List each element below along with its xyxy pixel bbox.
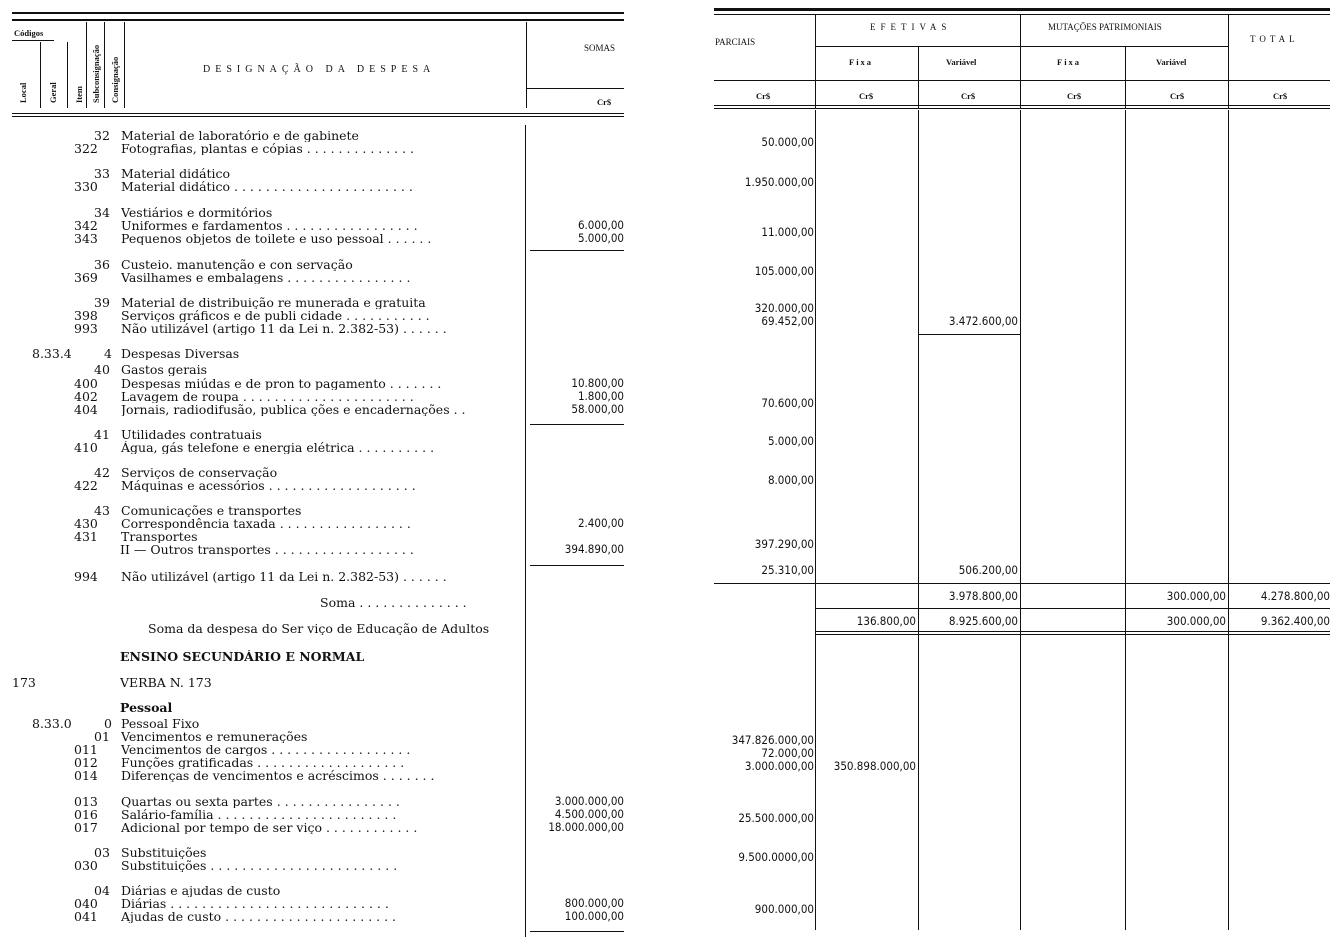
- row-designation: Soma . . . . . . . . . . . . . .: [320, 596, 467, 609]
- total-heading: TOTAL: [1250, 34, 1299, 44]
- row-soma-value: 800.000,00: [564, 896, 624, 910]
- soma-rule: [530, 565, 624, 566]
- row-designation: Despesas Diversas: [121, 347, 240, 360]
- value-parciais: 3.000.000,00: [744, 759, 814, 773]
- col-sep: [104, 22, 105, 108]
- row-designation: Máquinas e acessórios . . . . . . . . . . . . . . . . . . .: [121, 479, 416, 492]
- row-designation: Ajudas de custo . . . . . . . . . . . . . . . . . . . . . .: [121, 910, 397, 923]
- row-designation: Vasilhames e embalagens . . . . . . . . . . . . . . . .: [121, 271, 411, 284]
- consignacao-label: Consignação: [110, 56, 120, 103]
- header-bottom-rule-2: [714, 108, 1330, 109]
- sum-rule: [815, 608, 1330, 609]
- body-col-sep: [525, 125, 526, 937]
- row-soma-value: 394.890,00: [564, 542, 624, 556]
- header-bottom-rule: [12, 113, 624, 114]
- subconsignacao-label: Subconsignação: [91, 44, 101, 103]
- row-designation: Utilidades contratuais: [121, 428, 262, 441]
- row-soma-value: 1.800,00: [577, 389, 624, 403]
- value-fixa: 136.800,00: [856, 614, 916, 628]
- row-item-code: 014: [74, 768, 98, 783]
- row-designation: Pessoal Fixo: [121, 717, 200, 730]
- top-rule: [714, 8, 1330, 11]
- body-col-sep: [815, 110, 816, 930]
- row-item-code: 017: [74, 820, 98, 835]
- mfixa-currency: Cr$: [1067, 91, 1082, 101]
- row-item-code: 342: [74, 218, 98, 233]
- sub-header-rule: [815, 46, 1228, 47]
- designacao-heading: DESIGNAÇÃO DA DESPESA: [203, 64, 436, 75]
- soma-rule: [530, 931, 624, 932]
- value-parciais: 105.000,00: [754, 264, 814, 278]
- row-item-code: 33: [94, 166, 110, 181]
- row-designation: Substituições: [121, 846, 207, 859]
- row-item-code: 04: [94, 883, 110, 898]
- parciais-heading: PARCIAIS: [715, 37, 756, 47]
- efetivas-variavel-heading: Variável: [946, 57, 977, 67]
- row-local-code: 173: [12, 675, 36, 690]
- somas-currency: Cr$: [597, 97, 612, 107]
- top-rule-2: [12, 19, 624, 21]
- value-parciais: 72.000,00: [761, 746, 814, 760]
- row-soma-value: 18.000.000,00: [548, 820, 624, 834]
- soma-rule: [530, 250, 624, 251]
- item-label: Item: [74, 86, 84, 103]
- row-designation: Vestiários e dormitórios: [121, 206, 273, 219]
- row-item-code: 01: [94, 729, 110, 744]
- col-sep: [815, 15, 816, 108]
- row-designation: Custeio. manutenção e con servação: [121, 258, 353, 271]
- row-soma-value: 6.000,00: [577, 218, 624, 232]
- col-sep: [124, 22, 125, 108]
- row-item-code: 013: [74, 794, 98, 809]
- row-designation: Quartas ou sexta partes . . . . . . . . . . . . . . . .: [121, 795, 400, 808]
- row-item-code: 402: [74, 389, 98, 404]
- efetivas-heading: EFETIVAS: [870, 22, 952, 32]
- col-sep: [918, 47, 919, 108]
- row-designation: Diferenças de vencimentos e acréscimos . . . . . . .: [121, 769, 435, 782]
- local-label: Local: [18, 82, 28, 103]
- row-item-code: 36: [94, 257, 110, 272]
- row-item-code: 041: [74, 909, 98, 924]
- row-designation: Material didático: [121, 167, 231, 180]
- row-designation: Não utilizável (artigo 11 da Lei n. 2.382-53) . . . . . .: [121, 322, 447, 335]
- row-designation: Vencimentos e remunerações: [121, 730, 308, 743]
- row-designation: Serviços gráficos e de publi cidade . . . . . . . . . . .: [121, 309, 430, 322]
- mutacoes-fixa-heading: Fixa: [1057, 57, 1082, 67]
- col-sep: [40, 42, 41, 108]
- fixa-currency: Cr$: [859, 91, 874, 101]
- value-mvar: 300.000,00: [1166, 589, 1226, 603]
- value-fixa: 350.898.000,00: [833, 759, 916, 773]
- row-designation: Soma da despesa do Ser viço de Educação de Adultos: [148, 622, 490, 635]
- row-item-code: 4: [104, 346, 112, 361]
- body-col-sep: [1125, 110, 1126, 930]
- row-designation: Diárias . . . . . . . . . . . . . . . . . . . . . . . . . . . .: [121, 897, 389, 910]
- value-parciais: 9.500.0000,00: [738, 850, 814, 864]
- col-sep: [67, 42, 68, 108]
- value-parciais: 25.310,00: [761, 563, 814, 577]
- row-designation: Despesas miúdas e de pron to pagamento . . . . . . .: [121, 377, 442, 390]
- value-parciais: 8.000,00: [767, 473, 814, 487]
- col-sep: [526, 22, 527, 108]
- value-variavel: 506.200,00: [958, 563, 1018, 577]
- row-item-code: 410: [74, 440, 98, 455]
- row-item-code: 030: [74, 858, 98, 873]
- mutacoes-heading: MUTAÇÕES PATRIMONIAIS: [1048, 22, 1162, 32]
- row-item-code: 40: [94, 362, 110, 377]
- row-soma-value: 100.000,00: [564, 909, 624, 923]
- row-designation: Serviços de conservação: [121, 466, 278, 479]
- row-designation: Correspondência taxada . . . . . . . . . . . . . . . . .: [121, 517, 411, 530]
- codigos-underline: [12, 40, 54, 41]
- row-designation: Material de distribuição re munerada e gratuita: [121, 296, 426, 309]
- value-total: 9.362.400,00: [1260, 614, 1330, 628]
- row-soma-value: 58.000,00: [571, 402, 624, 416]
- row-designation: Funções gratificadas . . . . . . . . . . . . . . . . . . .: [121, 756, 405, 769]
- row-designation: Pessoal: [120, 701, 173, 714]
- value-parciais: 70.600,00: [761, 396, 814, 410]
- header-bottom-rule-2: [12, 116, 624, 117]
- value-parciais: 320.000,00: [754, 301, 814, 315]
- col-sep: [1125, 47, 1126, 108]
- row-designation: Vencimentos de cargos . . . . . . . . . . . . . . . . . .: [121, 743, 411, 756]
- row-designation: Substituições . . . . . . . . . . . . . . . . . . . . . . . .: [121, 859, 398, 872]
- value-parciais: 11.000,00: [761, 225, 814, 239]
- row-item-code: 32: [94, 128, 110, 143]
- row-designation: Adicional por tempo de ser viço . . . . . . . . . . . .: [121, 821, 418, 834]
- header-bottom-rule: [714, 105, 1330, 106]
- row-designation: Uniformes e fardamentos . . . . . . . . . . . . . . . . .: [121, 219, 418, 232]
- value-total: 4.278.800,00: [1260, 589, 1330, 603]
- sum-rule: [815, 634, 1330, 635]
- body-col-sep: [1020, 110, 1021, 930]
- soma-rule: [530, 424, 624, 425]
- top-rule-2: [714, 14, 1330, 15]
- row-designation: Diárias e ajudas de custo: [121, 884, 281, 897]
- row-item-code: 011: [74, 742, 98, 757]
- row-local-code: 8.33.4: [32, 346, 72, 361]
- row-item-code: 400: [74, 376, 98, 391]
- row-item-code: 369: [74, 270, 98, 285]
- value-mvar: 300.000,00: [1166, 614, 1226, 628]
- row-designation: Jornais, radiodifusão, publica ções e encadernações . .: [121, 403, 466, 416]
- value-variavel: 8.925.600,00: [948, 614, 1018, 628]
- variavel-currency: Cr$: [961, 91, 976, 101]
- row-item-code: 398: [74, 308, 98, 323]
- row-designation: Fotografias, plantas e cópias . . . . . . . . . . . . . .: [121, 142, 415, 155]
- sum-rule: [918, 334, 1020, 335]
- sum-rule: [714, 583, 1330, 584]
- row-item-code: 42: [94, 465, 110, 480]
- row-designation: ENSINO SECUNDÁRIO E NORMAL: [120, 650, 365, 663]
- row-item-code: 330: [74, 179, 98, 194]
- row-designation: Água, gás telefone e energia elétrica . . . . . . . . . .: [121, 441, 435, 454]
- row-item-code: 016: [74, 807, 98, 822]
- row-item-code: 322: [74, 141, 98, 156]
- row-item-code: 430: [74, 516, 98, 531]
- row-local-code: 8.33.0: [32, 716, 72, 731]
- row-item-code: 994: [74, 569, 98, 584]
- col-sep: [1020, 15, 1021, 108]
- row-item-code: 0: [104, 716, 112, 731]
- row-item-code: 03: [94, 845, 110, 860]
- body-col-sep: [918, 110, 919, 930]
- value-parciais: 347.826.000,00: [731, 733, 814, 747]
- row-designation: Material de laboratório e de gabinete: [121, 129, 359, 142]
- top-rule: [12, 12, 624, 14]
- value-parciais: 1.950.000,00: [744, 175, 814, 189]
- row-soma-value: 4.500.000,00: [554, 807, 624, 821]
- row-designation: Salário-família . . . . . . . . . . . . . . . . . . . . . . .: [121, 808, 397, 821]
- row-item-code: 41: [94, 427, 110, 442]
- row-item-code: 43: [94, 503, 110, 518]
- row-item-code: 39: [94, 295, 110, 310]
- mutacoes-variavel-heading: Variável: [1156, 57, 1187, 67]
- value-variavel: 3.978.800,00: [948, 589, 1018, 603]
- value-variavel: 3.472.600,00: [948, 314, 1018, 328]
- row-item-code: 422: [74, 478, 98, 493]
- row-soma-value: 10.800,00: [571, 376, 624, 390]
- row-soma-value: 5.000,00: [577, 231, 624, 245]
- sum-rule: [815, 631, 1330, 632]
- row-item-code: 012: [74, 755, 98, 770]
- col-sep: [86, 22, 87, 108]
- row-designation: Gastos gerais: [121, 363, 208, 376]
- row-soma-value: 2.400,00: [577, 516, 624, 530]
- row-designation: Material didático . . . . . . . . . . . . . . . . . . . . . . .: [121, 180, 413, 193]
- parciais-currency: Cr$: [756, 91, 771, 101]
- row-item-code: 040: [74, 896, 98, 911]
- col-sep: [1228, 15, 1229, 108]
- total-currency: Cr$: [1273, 91, 1288, 101]
- row-designation: II — Outros transportes . . . . . . . . . . . . . . . . . .: [120, 543, 414, 556]
- row-item-code: 404: [74, 402, 98, 417]
- value-parciais: 397.290,00: [754, 537, 814, 551]
- currency-rule: [714, 80, 1330, 81]
- body-col-sep: [1228, 110, 1229, 930]
- row-designation: Não utilizável (artigo 11 da Lei n. 2.382-53) . . . . . .: [121, 570, 447, 583]
- value-parciais: 900.000,00: [754, 902, 814, 916]
- value-parciais: 5.000,00: [767, 434, 814, 448]
- somas-heading: SOMAS: [584, 43, 616, 53]
- value-parciais: 69.452,00: [761, 314, 814, 328]
- row-item-code: 34: [94, 205, 110, 220]
- value-parciais: 25.500.000,00: [738, 811, 814, 825]
- row-item-code: 431: [74, 529, 98, 544]
- row-designation: Transportes: [121, 530, 198, 543]
- row-designation: VERBA N. 173: [120, 676, 212, 689]
- efetivas-fixa-heading: Fixa: [849, 57, 874, 67]
- mvar-currency: Cr$: [1170, 91, 1185, 101]
- somas-underline: [527, 88, 624, 89]
- row-designation: Lavagem de roupa . . . . . . . . . . . . . . . . . . . . . .: [121, 390, 414, 403]
- geral-label: Geral: [48, 82, 58, 103]
- row-item-code: 343: [74, 231, 98, 246]
- row-designation: Comunicações e transportes: [121, 504, 302, 517]
- row-soma-value: 3.000.000,00: [554, 794, 624, 808]
- row-item-code: 993: [74, 321, 98, 336]
- value-parciais: 50.000,00: [761, 135, 814, 149]
- row-designation: Pequenos objetos de toilete e uso pessoal . . . . . .: [121, 232, 432, 245]
- codigos-label: Códigos: [14, 28, 44, 38]
